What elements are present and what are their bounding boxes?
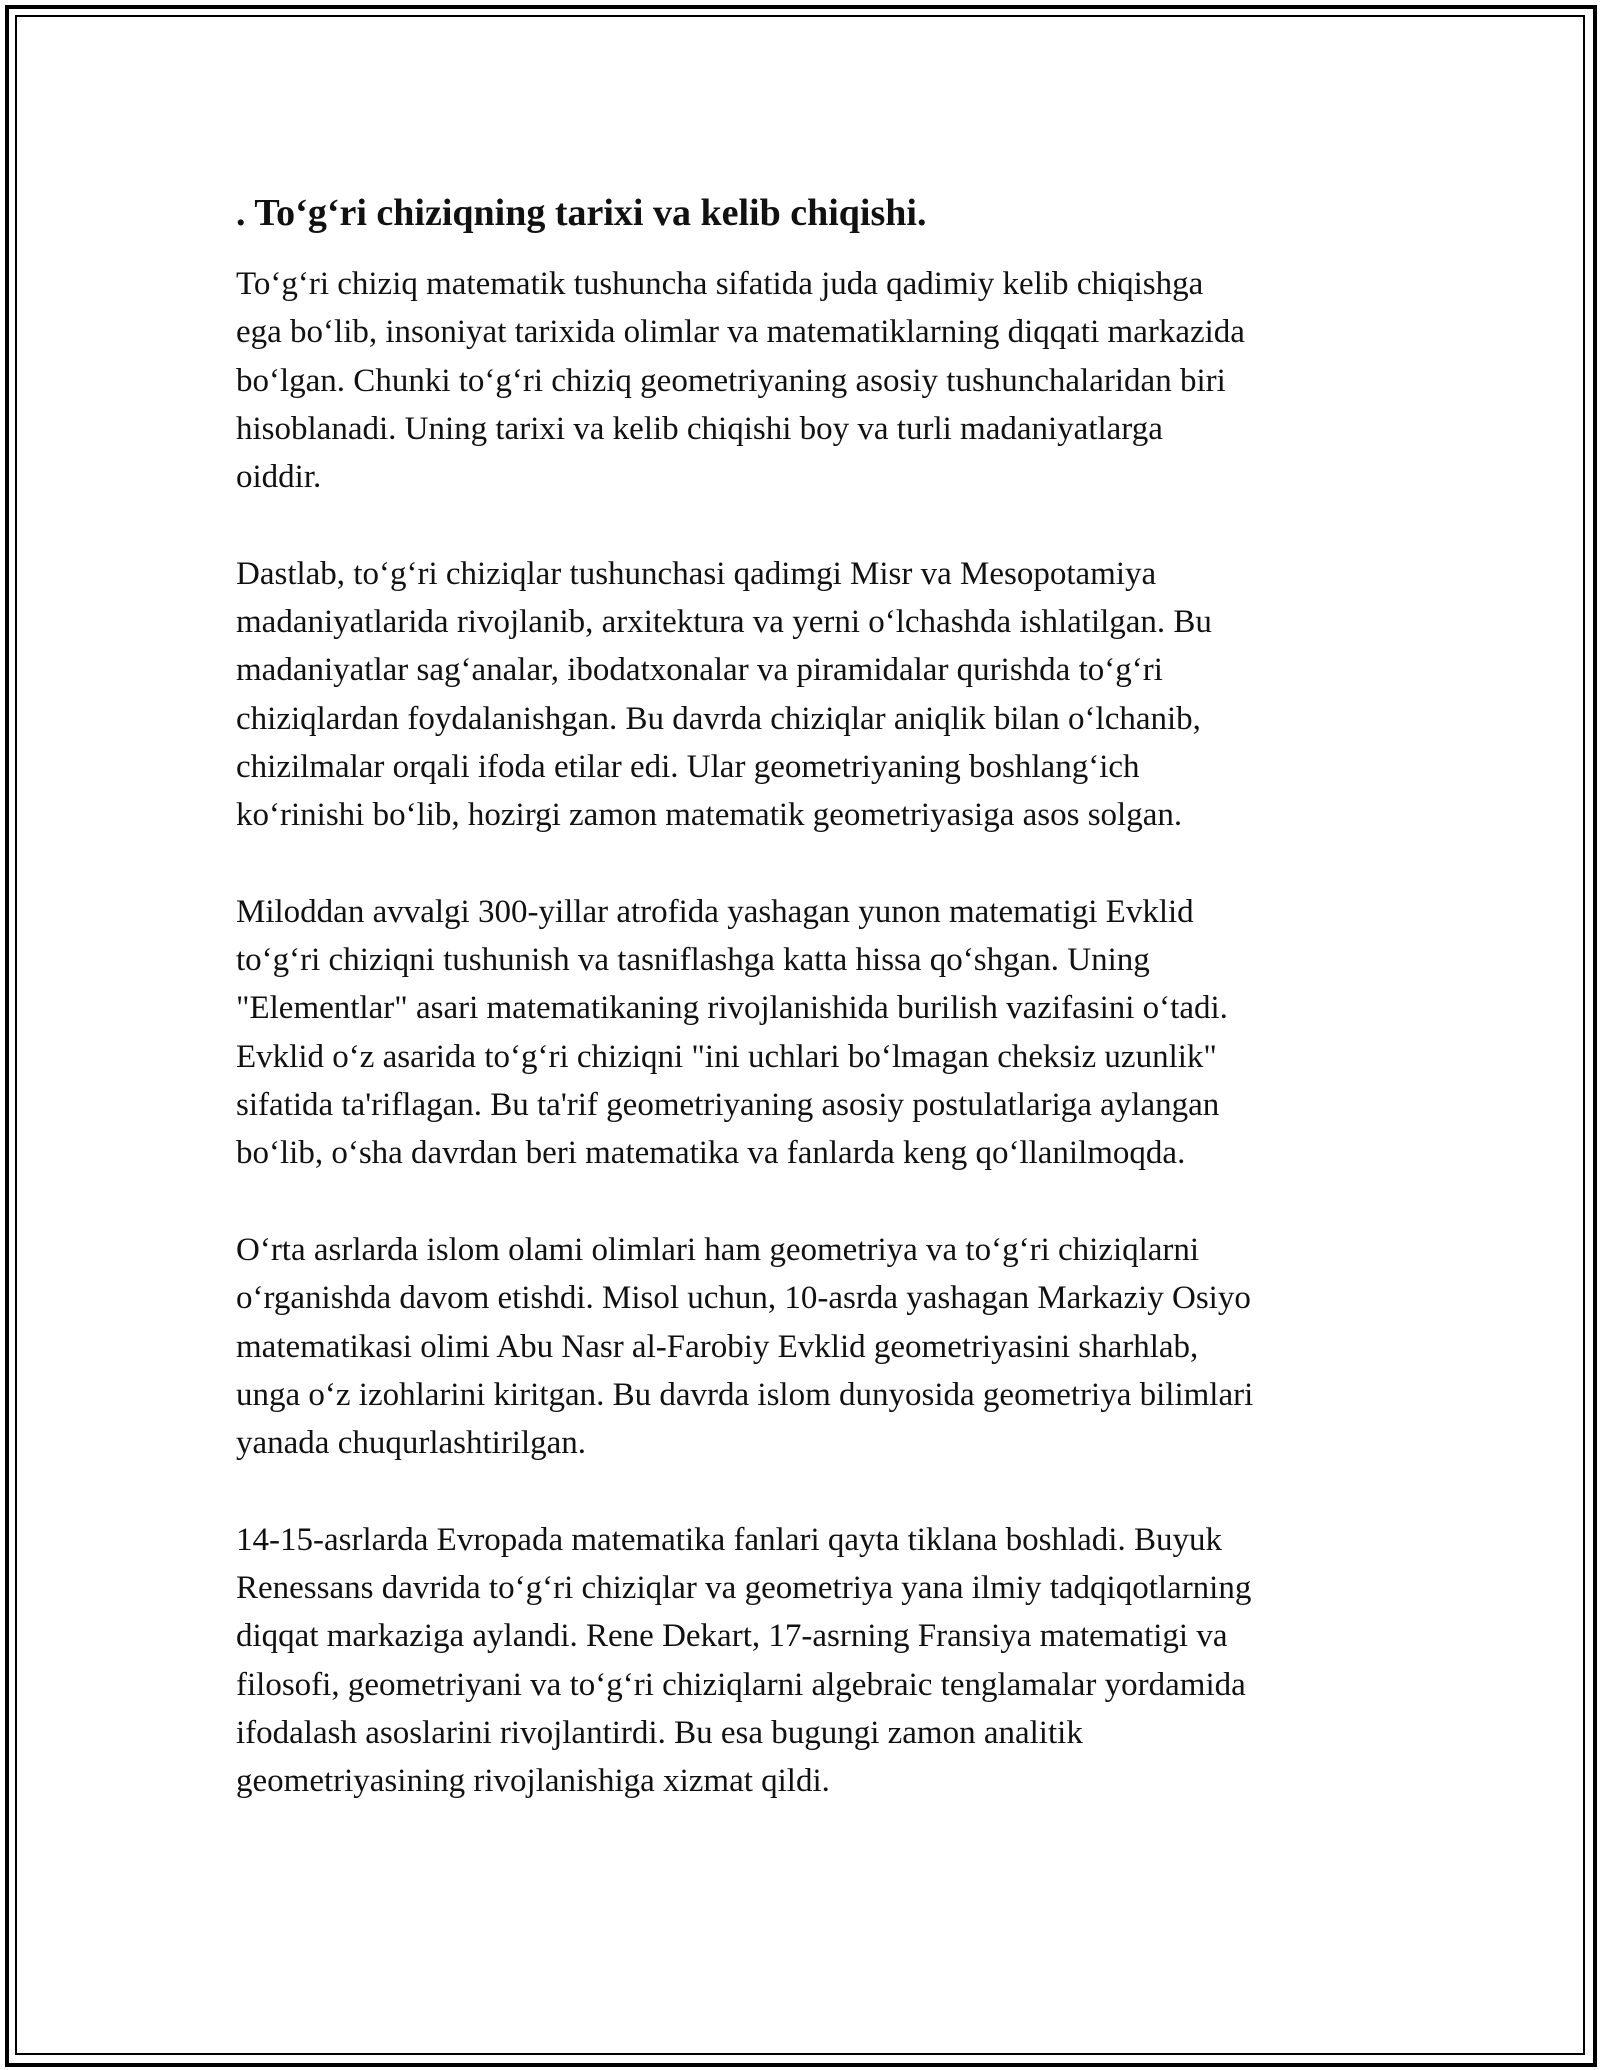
paragraph-line: sifatida ta'riflagan. Bu ta'rif geometriyaning asosiy postulatlariga aylangan <box>236 1087 1220 1124</box>
paragraph-line: 14-15-asrlarda Evropada matematika fanlari qayta tiklana boshladi. Buyuk <box>236 1521 1222 1558</box>
paragraph-line: bo‘lgan. Chunki to‘g‘ri chiziq geometriyaning asosiy tushunchalaridan biri <box>236 362 1226 399</box>
paragraph-line: filosofi, geometriyani va to‘g‘ri chiziqlarni algebraic tenglamalar yordamida <box>236 1666 1246 1703</box>
paragraph-line: Renessans davrida to‘g‘ri chiziqlar va geometriya yana ilmiy tadqiqotlarning <box>236 1570 1252 1607</box>
paragraph-3 <box>236 888 1376 1178</box>
paragraph-line: "Elementlar" asari matematikaning rivojlanishida burilish vazifasini o‘tadi. <box>236 990 1228 1027</box>
paragraph-5 <box>236 1516 1376 1806</box>
paragraph-line: matematikasi olimi Abu Nasr al-Farobiy Evklid geometriyasini sharhlab, <box>236 1328 1199 1365</box>
paragraph-line: unga o‘z izohlarini kiritgan. Bu davrda islom dunyosida geometriya bilimlari <box>236 1376 1254 1413</box>
paragraph-line: yanada chuqurlashtirilgan. <box>236 1425 587 1462</box>
paragraph-2 <box>236 550 1376 840</box>
paragraph-line: ko‘rinishi bo‘lib, hozirgi zamon matematik geometriyasiga asos solgan. <box>236 797 1183 834</box>
paragraph-line: o‘rganishda davom etishdi. Misol uchun, 10-asrda yashagan Markaziy Osiyo <box>236 1280 1251 1317</box>
paragraph-line: Miloddan avvalgi 300-yillar atrofida yashagan yunon matematigi Evklid <box>236 893 1194 930</box>
document-body <box>236 188 1376 1854</box>
paragraph-line: diqqat markaziga aylandi. Rene Dekart, 17-asrning Fransiya matematigi va <box>236 1618 1228 1655</box>
paragraph-4 <box>236 1226 1376 1467</box>
paragraph-line: madaniyatlar sag‘analar, ibodatxonalar va piramidalar qurishda to‘g‘ri <box>236 652 1163 689</box>
paragraph-line: Dastlab, to‘g‘ri chiziqlar tushunchasi qadimgi Misr va Mesopotamiya <box>236 555 1157 592</box>
paragraph-line: chizilmalar orqali ifoda etilar edi. Ular geometriyaning boshlang‘ich <box>236 748 1140 785</box>
paragraph-line: bo‘lib, o‘sha davrdan beri matematika va fanlarda keng qo‘llanilmoqda. <box>236 1135 1186 1172</box>
paragraph-line: madaniyatlarida rivojlanib, arxitektura va yerni o‘lchashda ishlatilgan. Bu <box>236 604 1212 641</box>
paragraph-line: hisoblanadi. Uning tarixi va kelib chiqishi boy va turli madaniyatlarga <box>236 410 1163 447</box>
paragraph-line: to‘g‘ri chiziqni tushunish va tasniflashga katta hissa qo‘shgan. Uning <box>236 942 1150 979</box>
paragraph-line: geometriyasining rivojlanishiga xizmat qildi. <box>236 1763 830 1800</box>
paragraph-line: O‘rta asrlarda islom olami olimlari ham geometriya va to‘g‘ri chiziqlarni <box>236 1231 1200 1268</box>
paragraph-1 <box>236 260 1376 501</box>
paragraph-line: chiziqlardan foydalanishgan. Bu davrda chiziqlar aniqlik bilan o‘lchanib, <box>236 700 1201 737</box>
paragraph-line: Evklid o‘z asarida to‘g‘ri chiziqni "ini uchlari bo‘lmagan cheksiz uzunlik" <box>236 1038 1217 1075</box>
paragraph-line: ega bo‘lib, insoniyat tarixida olimlar va matematiklarning diqqati markazida <box>236 314 1245 351</box>
paragraph-line: To‘g‘ri chiziq matematik tushuncha sifatida juda qadimiy kelib chiqishga <box>236 266 1204 302</box>
paragraph-line: ifodalash asoslarini rivojlantirdi. Bu esa bugungi zamon analitik <box>236 1714 1083 1751</box>
paragraph-line: oiddir. <box>236 459 322 496</box>
document-title: . To‘g‘ri chiziqning tarixi va kelib chiqishi. <box>236 192 927 234</box>
